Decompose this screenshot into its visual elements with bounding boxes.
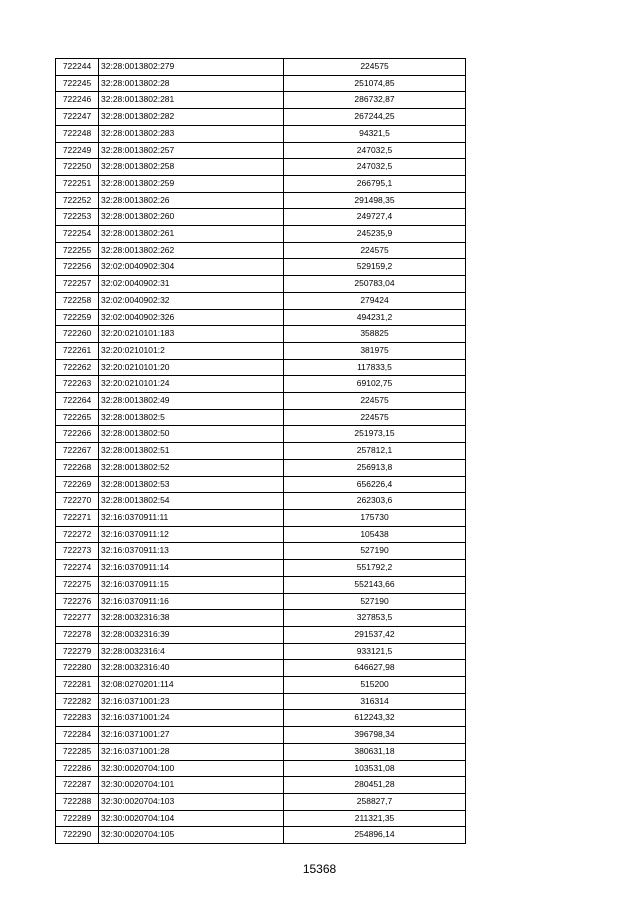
value-cell: 551792,2 (284, 560, 466, 577)
table-row (56, 560, 466, 577)
table-row (56, 109, 466, 126)
table-row (56, 710, 466, 727)
table-row (56, 426, 466, 443)
cadastral-number-cell: 32:16:0371001:23 (99, 693, 284, 710)
row-id-cell: 722290 (56, 827, 99, 844)
row-id-cell: 722264 (56, 393, 99, 410)
value-cell: 612243,32 (284, 710, 466, 727)
cadastral-number-cell: 32:16:0371001:24 (99, 710, 284, 727)
row-id-cell: 722268 (56, 459, 99, 476)
table-row (56, 643, 466, 660)
table-row (56, 727, 466, 744)
cadastral-number-cell: 32:28:0013802:281 (99, 92, 284, 109)
table-row (56, 142, 466, 159)
table-row (56, 209, 466, 226)
cadastral-number-cell: 32:20:0210101:2 (99, 342, 284, 359)
row-id-cell: 722278 (56, 626, 99, 643)
cadastral-number-cell: 32:20:0210101:20 (99, 359, 284, 376)
row-id-cell: 722257 (56, 276, 99, 293)
cadastral-number-cell: 32:20:0210101:24 (99, 376, 284, 393)
value-cell: 262303,6 (284, 493, 466, 510)
row-id-cell: 722273 (56, 543, 99, 560)
row-id-cell: 722249 (56, 142, 99, 159)
value-cell: 94321,5 (284, 125, 466, 142)
row-id-cell: 722244 (56, 59, 99, 76)
row-id-cell: 722252 (56, 192, 99, 209)
cadastral-number-cell: 32:28:0013802:51 (99, 443, 284, 460)
value-cell: 224575 (284, 242, 466, 259)
row-id-cell: 722255 (56, 242, 99, 259)
value-cell: 515200 (284, 677, 466, 694)
row-id-cell: 722260 (56, 326, 99, 343)
table-row (56, 543, 466, 560)
cadastral-number-cell: 32:28:0032316:4 (99, 643, 284, 660)
row-id-cell: 722283 (56, 710, 99, 727)
table-row (56, 276, 466, 293)
cadastral-number-cell: 32:28:0013802:262 (99, 242, 284, 259)
table-row (56, 175, 466, 192)
table-row (56, 159, 466, 176)
cadastral-number-cell: 32:28:0013802:49 (99, 393, 284, 410)
row-id-cell: 722269 (56, 476, 99, 493)
cadastral-number-cell: 32:30:0020704:100 (99, 760, 284, 777)
table-body (56, 59, 466, 844)
row-id-cell: 722284 (56, 727, 99, 744)
row-id-cell: 722267 (56, 443, 99, 460)
row-id-cell: 722265 (56, 409, 99, 426)
table-row (56, 226, 466, 243)
value-cell: 251973,15 (284, 426, 466, 443)
cadastral-number-cell: 32:16:0370911:12 (99, 526, 284, 543)
value-cell: 327853,5 (284, 610, 466, 627)
cadastral-number-cell: 32:28:0013802:54 (99, 493, 284, 510)
cadastral-number-cell: 32:16:0371001:28 (99, 743, 284, 760)
row-id-cell: 722287 (56, 777, 99, 794)
value-cell: 247032,5 (284, 159, 466, 176)
row-id-cell: 722259 (56, 309, 99, 326)
value-cell: 211321,35 (284, 810, 466, 827)
table-row (56, 409, 466, 426)
cadastral-number-cell: 32:28:0013802:28 (99, 75, 284, 92)
row-id-cell: 722246 (56, 92, 99, 109)
value-cell: 291537,42 (284, 626, 466, 643)
value-cell: 656226,4 (284, 476, 466, 493)
table-row (56, 626, 466, 643)
value-cell: 396798,34 (284, 727, 466, 744)
value-cell: 105438 (284, 526, 466, 543)
row-id-cell: 722253 (56, 209, 99, 226)
row-id-cell: 722276 (56, 593, 99, 610)
row-id-cell: 722288 (56, 793, 99, 810)
value-cell: 69102,75 (284, 376, 466, 393)
table-row (56, 443, 466, 460)
value-cell: 224575 (284, 393, 466, 410)
value-cell: 286732,87 (284, 92, 466, 109)
row-id-cell: 722280 (56, 660, 99, 677)
table-row (56, 125, 466, 142)
table-row (56, 576, 466, 593)
row-id-cell: 722275 (56, 576, 99, 593)
cadastral-number-cell: 32:28:0032316:38 (99, 610, 284, 627)
table-row (56, 92, 466, 109)
cadastral-number-cell: 32:28:0013802:283 (99, 125, 284, 142)
value-cell: 254896,14 (284, 827, 466, 844)
cadastral-number-cell: 32:28:0013802:282 (99, 109, 284, 126)
value-cell: 527190 (284, 543, 466, 560)
table-row (56, 743, 466, 760)
cadastral-number-cell: 32:16:0370911:14 (99, 560, 284, 577)
table-row (56, 509, 466, 526)
table-row (56, 693, 466, 710)
value-cell: 279424 (284, 292, 466, 309)
value-cell: 245235,9 (284, 226, 466, 243)
table-row (56, 459, 466, 476)
value-cell: 527190 (284, 593, 466, 610)
row-id-cell: 722270 (56, 493, 99, 510)
table-row (56, 393, 466, 410)
row-id-cell: 722247 (56, 109, 99, 126)
value-cell: 224575 (284, 409, 466, 426)
table-row (56, 59, 466, 76)
cadastral-number-cell: 32:28:0013802:53 (99, 476, 284, 493)
value-cell: 933121,5 (284, 643, 466, 660)
cadastral-number-cell: 32:20:0210101:183 (99, 326, 284, 343)
table-row (56, 292, 466, 309)
table-row (56, 309, 466, 326)
cadastral-number-cell: 32:28:0013802:258 (99, 159, 284, 176)
cadastral-number-cell: 32:28:0013802:52 (99, 459, 284, 476)
row-id-cell: 722271 (56, 509, 99, 526)
value-cell: 117833,5 (284, 359, 466, 376)
cadastral-number-cell: 32:16:0370911:15 (99, 576, 284, 593)
value-cell: 646627,98 (284, 660, 466, 677)
row-id-cell: 722281 (56, 677, 99, 694)
value-cell: 256913,8 (284, 459, 466, 476)
value-cell: 258827,7 (284, 793, 466, 810)
cadastral-number-cell: 32:16:0370911:11 (99, 509, 284, 526)
cadastral-number-cell: 32:16:0370911:16 (99, 593, 284, 610)
cadastral-number-cell: 32:30:0020704:104 (99, 810, 284, 827)
value-cell: 175730 (284, 509, 466, 526)
value-cell: 247032,5 (284, 142, 466, 159)
row-id-cell: 722254 (56, 226, 99, 243)
cadastral-number-cell: 32:02:0040902:326 (99, 309, 284, 326)
value-cell: 280451,28 (284, 777, 466, 794)
row-id-cell: 722289 (56, 810, 99, 827)
row-id-cell: 722258 (56, 292, 99, 309)
table-row (56, 376, 466, 393)
row-id-cell: 722262 (56, 359, 99, 376)
cadastral-number-cell: 32:28:0013802:50 (99, 426, 284, 443)
cadastral-number-cell: 32:28:0032316:39 (99, 626, 284, 643)
row-id-cell: 722261 (56, 342, 99, 359)
row-id-cell: 722282 (56, 693, 99, 710)
table-row (56, 810, 466, 827)
value-cell: 529159,2 (284, 259, 466, 276)
cadastral-value-table (55, 58, 466, 844)
cadastral-number-cell: 32:28:0013802:279 (99, 59, 284, 76)
value-cell: 494231,2 (284, 309, 466, 326)
cadastral-number-cell: 32:08:0270201:114 (99, 677, 284, 694)
table-row (56, 342, 466, 359)
row-id-cell: 722277 (56, 610, 99, 627)
cadastral-number-cell: 32:30:0020704:103 (99, 793, 284, 810)
cadastral-number-cell: 32:28:0032316:40 (99, 660, 284, 677)
value-cell: 251074,85 (284, 75, 466, 92)
cadastral-number-cell: 32:02:0040902:304 (99, 259, 284, 276)
row-id-cell: 722279 (56, 643, 99, 660)
value-cell: 266795,1 (284, 175, 466, 192)
cadastral-number-cell: 32:16:0370911:13 (99, 543, 284, 560)
page-number: 15368 (302, 862, 337, 876)
cadastral-number-cell: 32:28:0013802:257 (99, 142, 284, 159)
table-row (56, 593, 466, 610)
value-cell: 380631,18 (284, 743, 466, 760)
value-cell: 316314 (284, 693, 466, 710)
table-row (56, 660, 466, 677)
cadastral-number-cell: 32:30:0020704:105 (99, 827, 284, 844)
row-id-cell: 722256 (56, 259, 99, 276)
row-id-cell: 722272 (56, 526, 99, 543)
row-id-cell: 722286 (56, 760, 99, 777)
table-row (56, 610, 466, 627)
row-id-cell: 722245 (56, 75, 99, 92)
cadastral-number-cell: 32:16:0371001:27 (99, 727, 284, 744)
table-row (56, 75, 466, 92)
cadastral-number-cell: 32:02:0040902:32 (99, 292, 284, 309)
value-cell: 224575 (284, 59, 466, 76)
row-id-cell: 722285 (56, 743, 99, 760)
table-row (56, 760, 466, 777)
table-row (56, 777, 466, 794)
cadastral-number-cell: 32:30:0020704:101 (99, 777, 284, 794)
value-cell: 257812,1 (284, 443, 466, 460)
cadastral-number-cell: 32:28:0013802:5 (99, 409, 284, 426)
value-cell: 250783,04 (284, 276, 466, 293)
cadastral-number-cell: 32:28:0013802:261 (99, 226, 284, 243)
row-id-cell: 722251 (56, 175, 99, 192)
table-row (56, 476, 466, 493)
value-cell: 267244,25 (284, 109, 466, 126)
value-cell: 249727,4 (284, 209, 466, 226)
table-row (56, 526, 466, 543)
cadastral-number-cell: 32:02:0040902:31 (99, 276, 284, 293)
row-id-cell: 722250 (56, 159, 99, 176)
cadastral-number-cell: 32:28:0013802:260 (99, 209, 284, 226)
table-row (56, 493, 466, 510)
row-id-cell: 722263 (56, 376, 99, 393)
table-row (56, 359, 466, 376)
table-row (56, 192, 466, 209)
value-cell: 381975 (284, 342, 466, 359)
row-id-cell: 722248 (56, 125, 99, 142)
table-row (56, 326, 466, 343)
table-row (56, 259, 466, 276)
table-row (56, 793, 466, 810)
cadastral-number-cell: 32:28:0013802:26 (99, 192, 284, 209)
table-row (56, 242, 466, 259)
value-cell: 291498,35 (284, 192, 466, 209)
row-id-cell: 722274 (56, 560, 99, 577)
table-row (56, 677, 466, 694)
row-id-cell: 722266 (56, 426, 99, 443)
value-cell: 103531,08 (284, 760, 466, 777)
table-row (56, 827, 466, 844)
cadastral-number-cell: 32:28:0013802:259 (99, 175, 284, 192)
value-cell: 358825 (284, 326, 466, 343)
value-cell: 552143,66 (284, 576, 466, 593)
